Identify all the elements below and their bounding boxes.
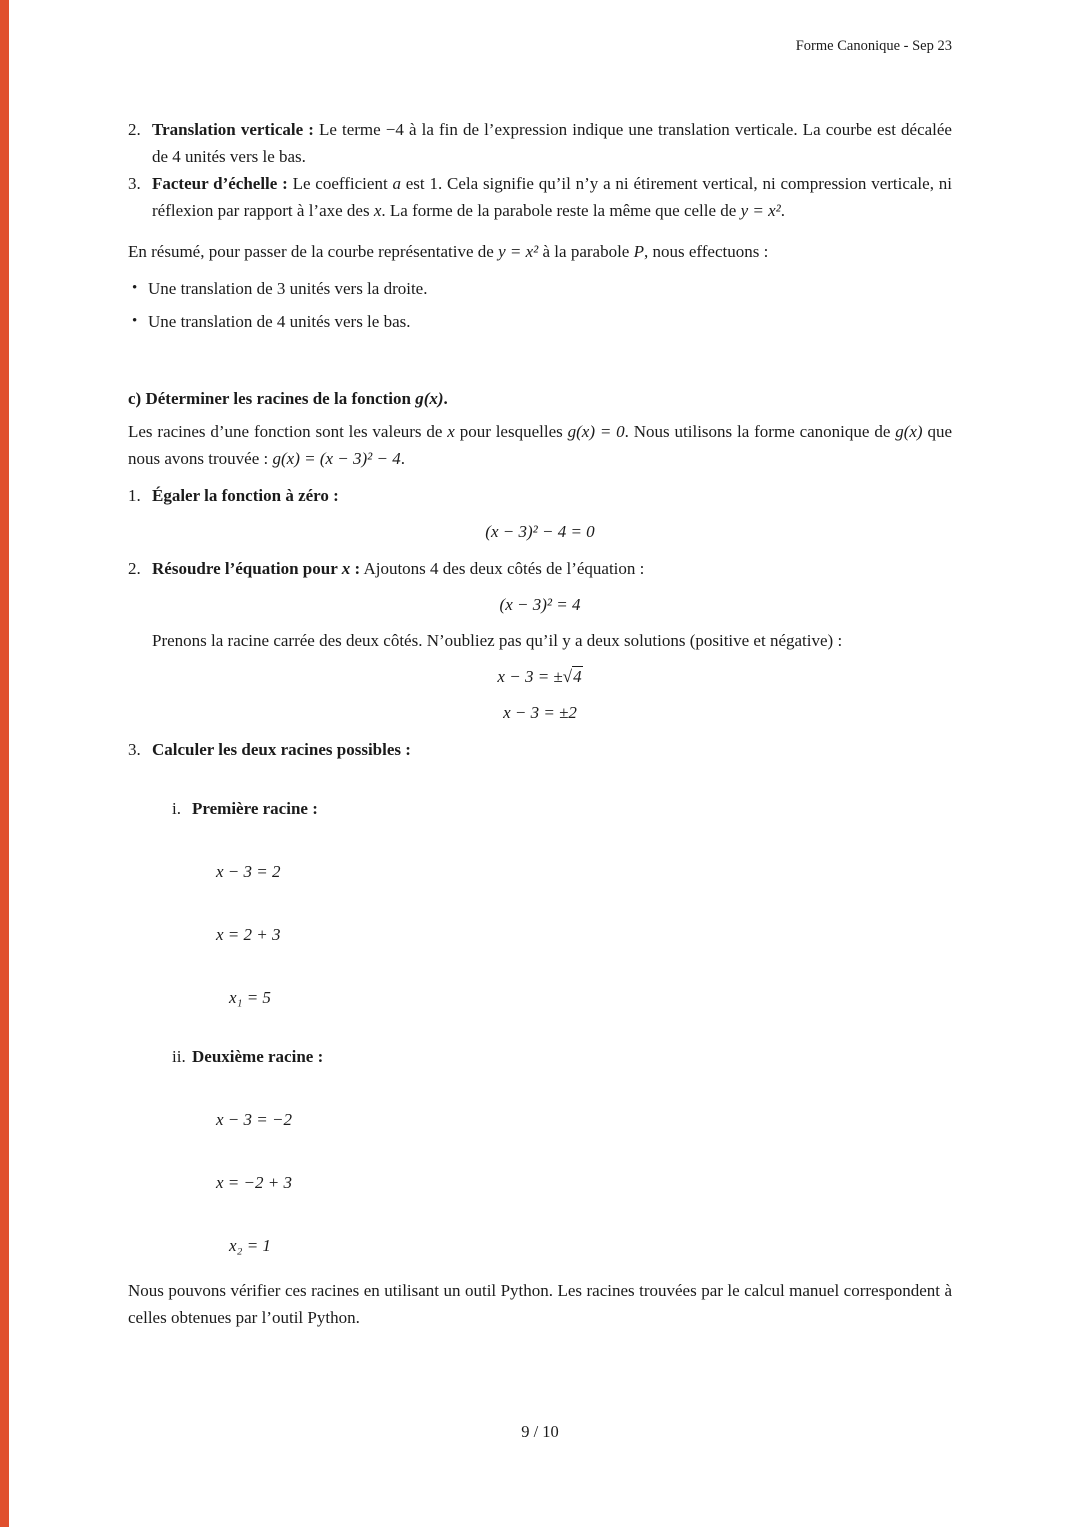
list-item-translation-verticale — [128, 116, 952, 170]
heading-text: c) Déterminer les racines de la fonction — [128, 389, 416, 408]
bullet-item — [128, 275, 952, 302]
intro-text: Les racines d’une fonction sont les valeurs de — [128, 422, 448, 441]
roman-number: i. — [172, 799, 181, 818]
display-equation-sqrt — [128, 663, 952, 690]
summary-paragraph — [128, 238, 952, 265]
root-item-premiere — [172, 795, 952, 822]
summary-bullet-list — [128, 275, 952, 335]
bullet-text: • Une translation de 3 unités vers la droite. — [148, 279, 428, 298]
item-text: . La forme de la parabole reste la même que celle de — [381, 201, 741, 220]
bullet-text: • Une translation de 4 unités vers le bas. — [148, 312, 411, 331]
inline-math: g(x) = (x − 3)² − 4 — [272, 449, 401, 468]
section-c-intro — [128, 418, 952, 472]
root-label: Deuxième racine : — [192, 1047, 324, 1066]
inline-math: y = x² — [740, 201, 781, 220]
inline-math: x — [341, 559, 351, 578]
item-text: Le coefficient — [287, 174, 393, 193]
intro-text: pour lesquelles — [454, 422, 568, 441]
summary-text: à la parabole — [538, 242, 634, 261]
item-text: Le terme −4 à la fin de l’expression indique une translation verticale. La courbe est décalée de 4 unités vers le bas. — [152, 120, 952, 166]
inline-math: y = x² — [498, 242, 539, 261]
left-edge-accent — [0, 0, 9, 1527]
inline-math: g(x) — [415, 389, 444, 408]
step-text — [152, 736, 952, 763]
step-label: : — [350, 559, 361, 578]
root-label: Première racine : — [192, 799, 318, 818]
root-item-deuxieme — [172, 1043, 952, 1070]
step-calculer-racines — [128, 736, 952, 763]
display-equation: (x − 3)² = 4 — [499, 595, 581, 614]
script-p-symbol: P — [633, 242, 644, 261]
step-text — [152, 482, 952, 509]
root-equation: x = −2 + 3 — [216, 1173, 292, 1192]
inline-math: x — [447, 422, 455, 441]
step-egaler-zero — [128, 482, 952, 509]
list-number: 1. — [128, 486, 141, 505]
page-header — [128, 36, 952, 56]
step-text — [152, 555, 952, 582]
step-label: Résoudre l’équation pour — [152, 559, 342, 578]
root-equation: x = 2 + 3 — [216, 925, 281, 944]
equation-prefix: x − 3 = ±√ — [497, 667, 573, 686]
step-resoudre-equation — [128, 555, 952, 582]
header-title: Forme Canonique - Sep 23 — [795, 38, 952, 54]
list-number: 2. — [128, 559, 141, 578]
display-equation: (x − 3)² − 4 = 0 — [485, 522, 595, 541]
radicand: 4 — [573, 667, 582, 686]
section-c-heading — [128, 385, 952, 412]
inline-math: a — [392, 174, 401, 193]
intro-text: que nous avons trouvée : — [128, 422, 952, 468]
summary-text: , nous effectuons : — [643, 242, 769, 261]
page-footer — [0, 1422, 1080, 1442]
intro-text: . — [400, 449, 405, 468]
list-item-text — [152, 170, 952, 224]
roman-number: ii. — [172, 1047, 186, 1066]
list-number: 2. — [128, 120, 141, 139]
inline-math: g(x) = 0 — [567, 422, 625, 441]
summary-text: En résumé, pour passer de la courbe représentative de — [128, 242, 499, 261]
transformation-list — [128, 116, 952, 224]
bullet-item — [128, 308, 952, 335]
step-label: Calculer les deux racines possibles : — [152, 740, 411, 759]
root-equation: x₁ = 5 — [229, 988, 271, 1007]
list-number: 3. — [128, 174, 141, 193]
item-label: Translation verticale : — [152, 120, 314, 139]
root-equation: x − 3 = −2 — [216, 1110, 292, 1129]
square-root-note: Prenons la racine carrée des deux côtés. N’oubliez pas qu’il y a deux solutions (positive et négative) : — [152, 631, 843, 650]
page-number: 9 / 10 — [521, 1422, 559, 1441]
list-number: 3. — [128, 740, 141, 759]
list-item-text — [152, 116, 952, 170]
solution-steps — [128, 482, 952, 1259]
root-equation: x − 3 = 2 — [216, 862, 281, 881]
inline-math: g(x) — [895, 422, 923, 441]
root-equation: x₂ = 1 — [229, 1236, 271, 1255]
document-body — [128, 116, 952, 1331]
item-label: Facteur d’échelle : — [152, 174, 288, 193]
display-equation: x − 3 = ±2 — [503, 703, 577, 722]
list-item-facteur-echelle — [128, 170, 952, 224]
step-body-text: Ajoutons 4 des deux côtés de l’équation : — [360, 559, 645, 578]
conclusion-paragraph: Nous pouvons vérifier ces racines en utilisant un outil Python. Les racines trouvées par le calcul manuel correspondent à celles obtenues par l’outil Python. — [128, 1281, 952, 1327]
inline-math: x — [373, 201, 382, 220]
step-label: Égaler la fonction à zéro : — [152, 486, 339, 505]
item-text: . — [780, 201, 785, 220]
intro-text: . Nous utilisons la forme canonique de — [624, 422, 896, 441]
item-text: est 1. Cela signifie qu’il n’y a ni étirement vertical, ni compression verticale, ni réflexion par rapport à l’axe des — [152, 174, 952, 220]
heading-text: . — [443, 389, 448, 408]
